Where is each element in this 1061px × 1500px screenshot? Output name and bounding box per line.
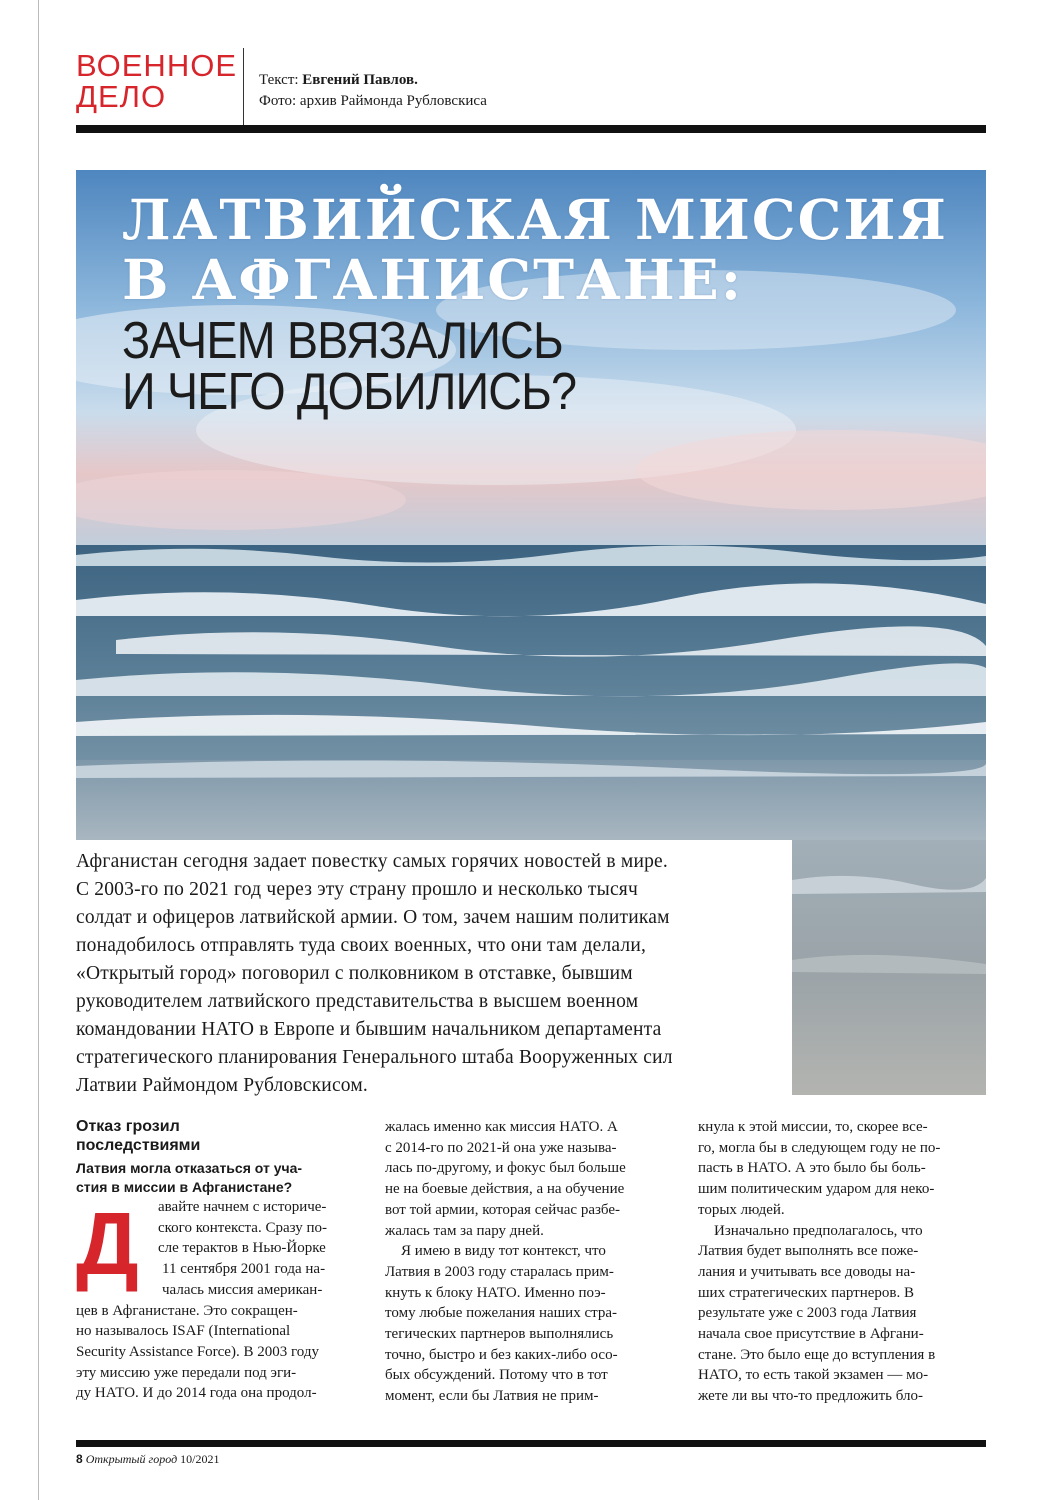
- subheading-line: Отказ грозил: [76, 1118, 180, 1135]
- page-number: 8: [76, 1452, 83, 1466]
- headline-light: [122, 312, 878, 421]
- text-line: чалась миссия американ-: [162, 1281, 323, 1298]
- text-line: ших стратегических партнеров. В: [698, 1284, 914, 1301]
- rubric-line: ВОЕННОЕ: [76, 48, 238, 83]
- footer-rule: [76, 1440, 986, 1447]
- text-line: авайте начнем с историче-: [158, 1199, 327, 1215]
- text-line: Я имею в виду тот контекст, что: [401, 1243, 606, 1260]
- text-line: результате уже с 2003 года Латвия: [698, 1305, 917, 1322]
- text-line: вот той армии, которая сейчас разбе-: [385, 1201, 620, 1218]
- page-edge-rule: [38, 0, 39, 1500]
- text-line: тегических партнеров выполнялись: [385, 1326, 614, 1343]
- text-line: Латвия в 2003 году старалась прим-: [385, 1263, 614, 1280]
- rubric-separator: [243, 48, 244, 126]
- text-credit-author: Евгений Павлов.: [302, 72, 418, 88]
- text-line: го, могла бы в следующем году не по-: [698, 1139, 941, 1156]
- magazine-name: Открытый город: [85, 1452, 178, 1466]
- subheading-line: последствиями: [76, 1137, 201, 1154]
- text-line: жалась там за пару дней.: [385, 1222, 544, 1239]
- text-line: шим политическим ударом для неко-: [698, 1181, 935, 1198]
- text-line: но называлось ISAF (International: [76, 1323, 291, 1340]
- credits: [259, 70, 487, 112]
- headline-line: ЛАТВИЙСКАЯ МИССИЯ: [122, 187, 948, 252]
- text-line: с 2014-го по 2021-й она уже называ-: [385, 1139, 617, 1156]
- question-line: стия в миссии в Афганистане?: [76, 1179, 293, 1195]
- header-rule: [76, 125, 986, 133]
- text-line: стане. Это было еще до вступления в: [698, 1346, 936, 1363]
- text-line: ду НАТО. И до 2014 года она продол-: [76, 1385, 317, 1402]
- text-line: цев в Афганистане. Это сокращен-: [76, 1302, 298, 1319]
- text-line: 11 сентября 2001 года на-: [162, 1261, 326, 1278]
- text-line: момент, если бы Латвия не прим-: [385, 1388, 599, 1405]
- text-line: жете ли вы что-то предложить бло-: [698, 1388, 923, 1405]
- text-line: Security Assistance Force). В 2003 году: [76, 1343, 319, 1360]
- beach-photo-strip: [792, 840, 986, 1095]
- text-line: пасть в НАТО. А это было бы боль-: [698, 1160, 926, 1177]
- article-column-3: [698, 1117, 981, 1407]
- text-line: тому любые пожелания наших стра-: [385, 1305, 618, 1322]
- lead-line: командовании НАТО в Европе и бывшим начальником департамента: [76, 1019, 662, 1040]
- lead-line: руководителем латвийского представительства в высшем военном: [76, 991, 639, 1012]
- text-credit-label: Текст:: [259, 72, 303, 88]
- issue-number: 10/2021: [180, 1452, 220, 1466]
- text-line: точно, быстро и без каких-либо осо-: [385, 1346, 618, 1363]
- text-line: эту миссию уже передали под эги-: [76, 1364, 297, 1381]
- headline-line: И ЧЕГО ДОБИЛИСЬ?: [122, 363, 577, 421]
- text-line: лания и учитывать все доводы на-: [698, 1263, 916, 1280]
- text-line: не на боевые действия, а на обучение: [385, 1181, 625, 1198]
- text-line: начала свое присутствие в Афгани-: [698, 1326, 924, 1343]
- text-line: кнула к этой миссии, то, скорее все-: [698, 1119, 928, 1135]
- text-line: ского контекста. Сразу по-: [158, 1219, 327, 1236]
- lead-line: Афганистан сегодня задает повестку самых горячих новостей в мире.: [76, 851, 668, 872]
- page-footer: [76, 1452, 220, 1466]
- lead-line: Латвии Раймондом Рубловскисом.: [76, 1075, 368, 1096]
- headline-line: В АФГАНИСТАНЕ:: [122, 247, 743, 312]
- question-line: Латвия могла отказаться от уча-: [76, 1160, 303, 1176]
- text-line: жалась именно как миссия НАТО. А: [385, 1119, 618, 1135]
- drop-cap: Д: [76, 1194, 139, 1293]
- text-line: Изначально предполагалось, что: [714, 1222, 923, 1239]
- section-subheading: [76, 1117, 359, 1155]
- lead-line: «Открытый город» поговорил с полковником в отставке, бывшим: [76, 963, 633, 984]
- rubric-line: ДЕЛО: [76, 79, 167, 114]
- text-credit: [259, 70, 487, 91]
- text-line: кнуть к блоку НАТО. Именно поэ-: [385, 1284, 606, 1301]
- answer-paragraph: [76, 1194, 359, 1404]
- headline-line: ЗАЧЕМ ВВЯЗАЛИСЬ: [122, 312, 563, 370]
- text-line: НАТО, то есть такой экзамен — мо-: [698, 1367, 929, 1384]
- text-line: бых обсуждений. Потому что в тот: [385, 1367, 608, 1384]
- text-line: торых людей.: [698, 1201, 785, 1218]
- section-rubric: [76, 50, 237, 112]
- lead-line: стратегического планирования Генерального штаба Вооруженных сил: [76, 1047, 673, 1068]
- lead-paragraph: [76, 848, 788, 1100]
- article-column-1: [76, 1117, 359, 1404]
- lead-line: солдат и офицеров латвийской армии. О том, зачем нашим политикам: [76, 907, 670, 928]
- headline-strong: [122, 187, 962, 312]
- text-line: сле терактов в Нью-Йорке: [158, 1240, 326, 1257]
- article-column-2: [385, 1117, 668, 1407]
- lead-line: С 2003-го по 2021 год через эту страну прошло и несколько тысяч: [76, 879, 638, 900]
- text-line: Латвия будет выполнять все поже-: [698, 1243, 919, 1260]
- interview-question: [76, 1159, 359, 1197]
- photo-credit: Фото: архив Раймонда Рубловскиса: [259, 93, 487, 109]
- text-line: лась по-другому, и фокус был больше: [385, 1160, 626, 1177]
- lead-line: понадобилось отправлять туда своих военных, что они там делали,: [76, 935, 647, 956]
